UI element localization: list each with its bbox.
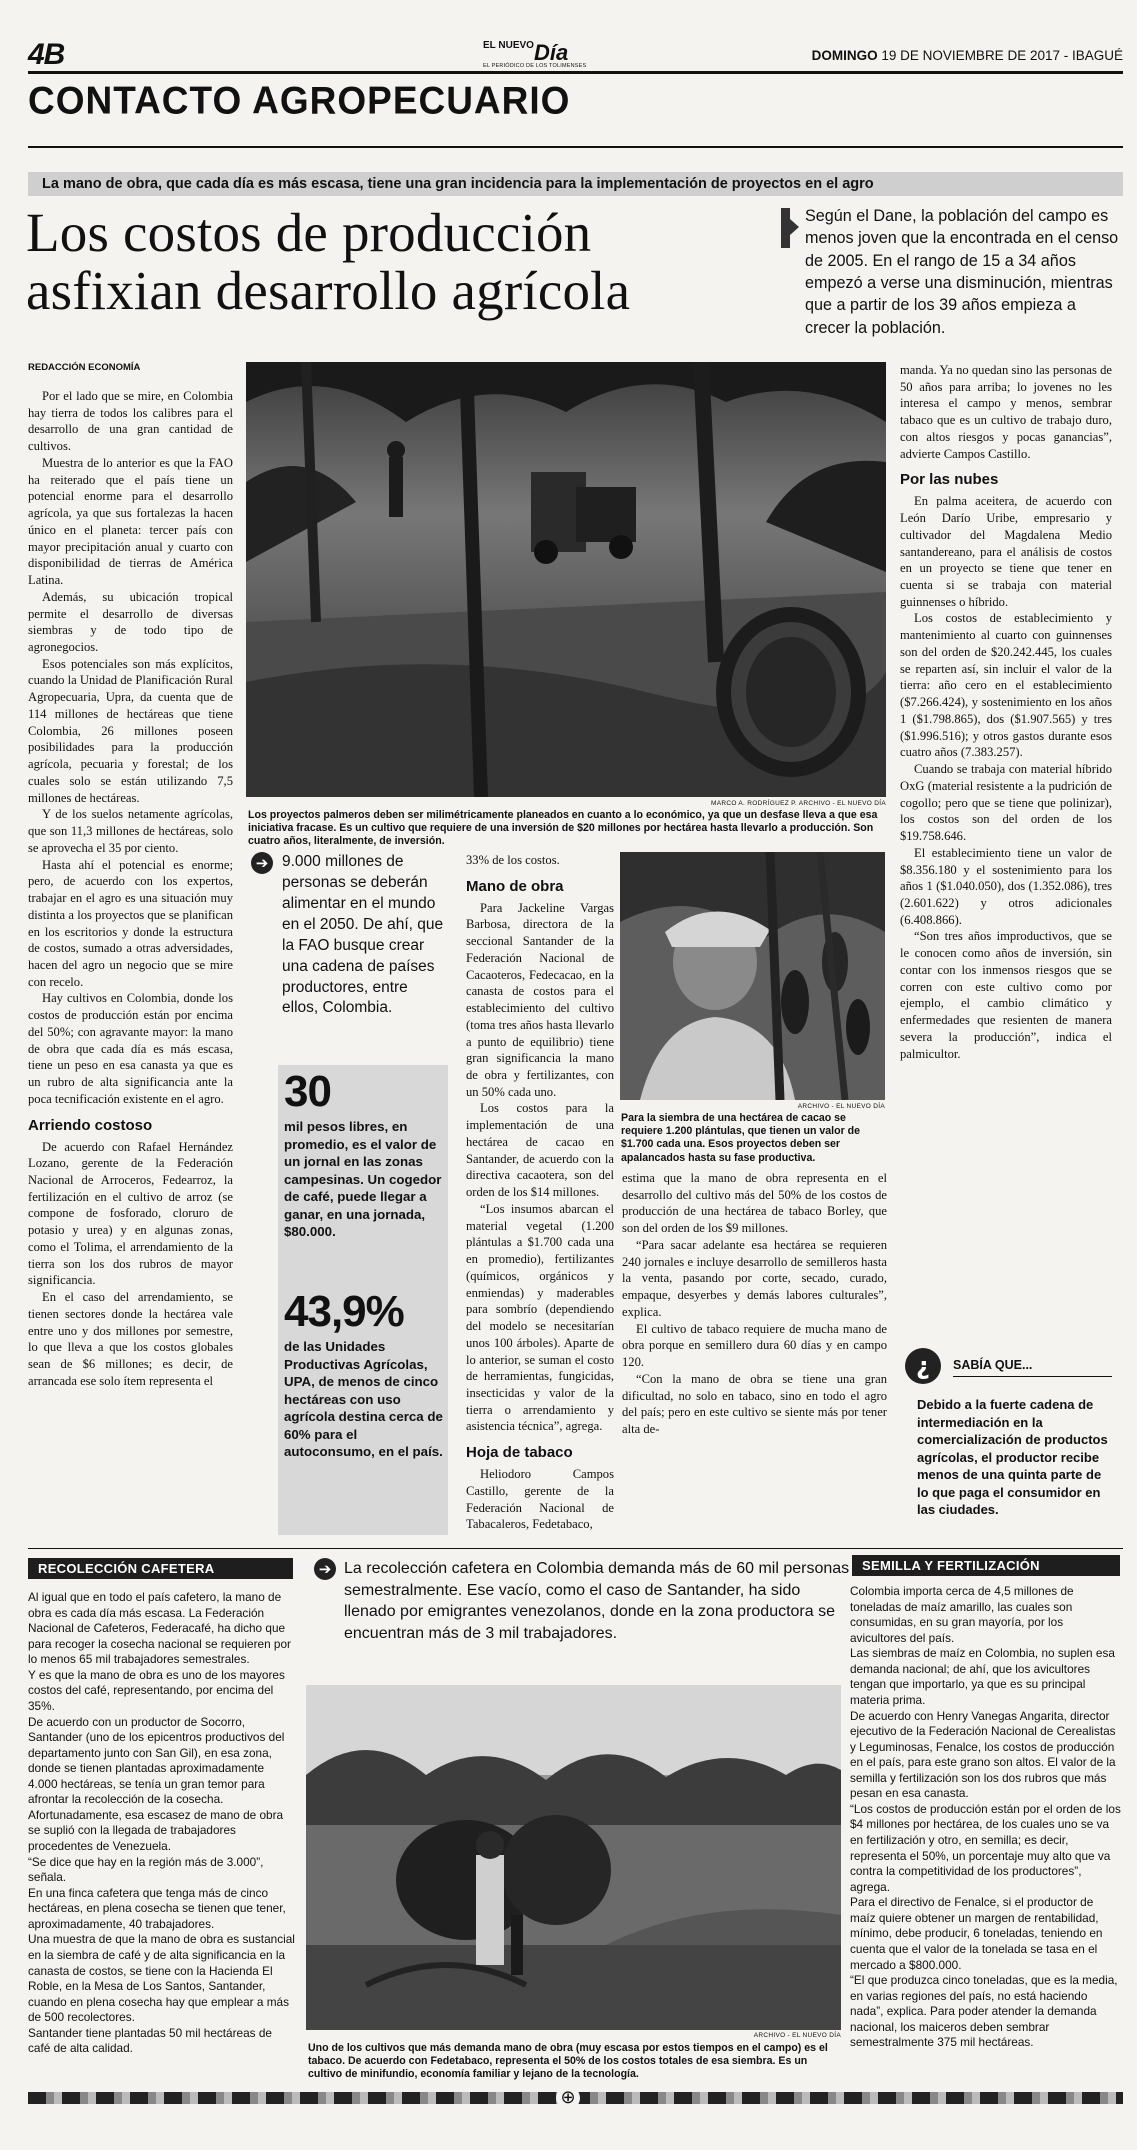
bottom-pull-quote-text: La recolección cafetera en Colombia demanda más de 60 mil personas semestralmente. Ese vacío, como el caso de Santander, ha sido llenado por emigrantes venezolanos, donde en la zona productora se encuentran más de 3 mil trabajadores. bbox=[344, 1560, 850, 1642]
recoleccion-paragraph: Y es que la mano de obra es uno de los mayores costos del café, representando, por encima del 35%. bbox=[28, 1667, 285, 1713]
semilla-paragraph: Las siembras de maíz en Colombia, no suplen esa demanda nacional; de ahí, que los avicultores tengan que importarlo, ya que es su principal materia prima. bbox=[850, 1646, 1115, 1707]
col1-paragraph: Por el lado que se mire, en Colombia hay tierra de todos los calibres para el desarrollo de una gran cantidad de cultivos. bbox=[28, 389, 233, 454]
column-3 bbox=[466, 852, 614, 1533]
semilla-paragraph: “El que produzca cinco toneladas, que es la media, en varias regiones del país, no está haciendo nada”, explica. Para poder atender la demanda nacional, los maiceros deben sembrar semestralmente 375 mil hectáreas. bbox=[850, 1973, 1118, 2050]
semilla-header: SEMILLA Y FERTILIZACIÓN bbox=[852, 1555, 1120, 1576]
photo1-caption: Los proyectos palmeros deben ser milimétricamente planeados en cuanto a lo económico, ya que un desfase lleva a que esa iniciativa fracase. Es un cultivo que requiere de una inversión de $20 millones por hectárea hasta llevarlo a producción. Son cuatro años, literalmente, de inversión. bbox=[248, 809, 878, 848]
arrow-right-icon: ➔ bbox=[251, 852, 273, 874]
col5-paragraph: Los costos de establecimiento y mantenimiento al cuarto con guinnenses son del orden de $20.242.445, los cuales se reparten así, sin incluir el valor de la tierra: año cero en el establecimiento ($7.266.424), y sostenimiento en los años 1 ($1.798.865), dos ($1.907.565) y tres ($1.996.516); y otros gastos durante esos cuatro años (7.383.257). bbox=[900, 611, 1112, 760]
issue-date-day: DOMINGO bbox=[811, 48, 878, 63]
header-rule bbox=[28, 71, 1123, 74]
col1-paragraph: Esos potenciales son más explícitos, cuando la Unidad de Planificación Rural Agropecuaria, Upra, da cuenta que de 114 millones de hectáreas que tiene Colombia, 26 millones poseen posibilidades para la producción agrícola, pecuaria y forestal; de los cuales solo se están utilizando 7,5 millones de hectáreas. bbox=[28, 656, 233, 805]
sabia-que-text: Debido a la fuerte cadena de intermediación en la comercialización de productos agrícolas, el productor recibe menos de una quinta parte de lo que paga el consumidor en las ciudades. bbox=[917, 1397, 1108, 1518]
deck-marker bbox=[781, 208, 790, 248]
subhead-mano-de-obra: Mano de obra bbox=[466, 877, 564, 895]
bottom-pull-quote bbox=[310, 1558, 850, 1644]
section-title: CONTACTO AGROPECUARIO bbox=[28, 78, 571, 122]
column-1 bbox=[28, 388, 233, 1390]
registration-mark bbox=[556, 2086, 580, 2110]
photo3-caption: Uno de los cultivos que más demanda mano de obra (muy escasa por estos tiempos en el campo) es el tabaco. De acuerdo con Fedetabaco, representa el 50% de los costos totales de esa siembra. Es un cultivo de minifundio, economía familiar y lejano de la tecnología. bbox=[308, 2042, 828, 2081]
registration-glyph: ⊕ bbox=[560, 2087, 576, 2108]
recoleccion-paragraph: Una muestra de que la mano de obra es sustancial en la siembra de café y de alta significancia en la canasta de costos, se tiene con la Hacienda El Roble, en la Mesa de Los Santos, Santander, cuando en plena cosecha hay que emplear a más de 500 recolectores. bbox=[28, 1932, 295, 2025]
pull-quote-text: 9.000 millones de personas se deberán alimentar en el mundo en el 2050. De ahí, que la FAO busque crear una cadena de países productores, entre ellos, Colombia. bbox=[282, 853, 444, 1017]
byline: REDACCIÓN ECONOMÍA bbox=[28, 362, 141, 373]
photo-cacao-farmer bbox=[620, 852, 885, 1100]
semilla-paragraph: Colombia importa cerca de 4,5 millones de toneladas de maíz amarillo, las cuales son consumidas, en su gran mayoría, por los avicultores del país. bbox=[850, 1584, 1074, 1645]
recoleccion-paragraph: En una finca cafetera que tenga más de cinco hectáreas, en plena cosecha se tienen que tener, aproximadamente, 40 trabajadores. bbox=[28, 1885, 286, 1931]
recoleccion-paragraph: “Se dice que hay en la región más de 3.000”, señala. bbox=[28, 1854, 264, 1885]
col3-paragraph: Para Jackeline Vargas Barbosa, directora de la seccional Santander de la Federación Nacional de Cacaoteros, Fedecacao, en la canasta de costos para el establecimiento del cultivo (toma tres años hasta llevarlo a punto de equilibrio) tiene gran significancia la mano de obra y fertilizantes, con un 50% cada uno. bbox=[466, 900, 614, 1099]
subhead-arriendo: Arriendo costoso bbox=[28, 1116, 153, 1134]
photo1-credit: MARCO A. RODRÍGUEZ P. ARCHIVO - EL NUEVO DÍA bbox=[710, 800, 886, 807]
column-5 bbox=[900, 362, 1112, 1062]
col4-paragraph: “Con la mano de obra se tiene una gran dificultad, no solo en tabaco, sino en todo el agro del país; pero en este cultivo se siente más por tener alta de- bbox=[622, 1371, 887, 1437]
stat-1 bbox=[284, 1067, 444, 1241]
column-4 bbox=[622, 1170, 887, 1438]
col1-paragraph: Hay cultivos en Colombia, donde los costos de producción están por encima del 50%; con agravante mayor: la mano de obra que cada día es más escasa, tiene un peso en esa canasta ya que es un rubro de alta significancia ante la poca tecnificación existente en el agro. bbox=[28, 991, 233, 1106]
col1-paragraph: Y de los suelos netamente agrícolas, que son 11,3 millones de hectáreas, solo se aprovecha el 35 por ciento. bbox=[28, 807, 233, 855]
headline-line-1: Los costos de producción bbox=[26, 202, 592, 263]
semilla-paragraph: De acuerdo con Henry Vanegas Angarita, director ejecutivo de la Federación Nacional de Cerealistas y Leguminosas, Fenalce, los costos de producción en el país, para este grano son altos. El valor de la semilla y fertilización son los dos rubros que más pesan en esa canasta. bbox=[850, 1708, 1116, 1801]
section-rule bbox=[28, 146, 1123, 148]
logo-tagline: EL PERIÓDICO DE LOS TOLIMENSES bbox=[483, 63, 587, 69]
deck-arrow bbox=[790, 219, 799, 235]
tobacco-photo-illustration bbox=[306, 1685, 841, 2030]
col1-paragraph: Además, su ubicación tropical permite el desarrollo de diversas siembras y de todo tipo de agronegocios. bbox=[28, 589, 233, 655]
headline bbox=[26, 204, 786, 321]
recoleccion-body bbox=[28, 1590, 296, 2057]
col1-paragraph: Muestra de lo anterior es que la FAO ha reiterado que el país tiene un potencial enorme para el desarrollo agrícola, ya que sus fortalezas la hacen único en el planeta: tercer país con mayor precipitación anual y cuarto con disponibilidad de tierras de América Latina. bbox=[28, 455, 233, 588]
deck: Según el Dane, la población del campo es menos joven que la encontrada en el censo de 2005. En el rango de 15 a 34 años empezó a verse una disminución, mientras que a partir de los 39 años empieza a crecer la población. bbox=[805, 207, 1119, 337]
photo3-credit: ARCHIVO - EL NUEVO DÍA bbox=[753, 2032, 841, 2039]
stat-2-text: de las Unidades Productivas Agrícolas, UPA, de menos de cinco hectáreas con uso agrícola destina cerca de 60% para el autoconsumo, en el país. bbox=[284, 1339, 443, 1460]
stat-1-text: mil pesos libres, en promedio, es el valor de un jornal en las zonas campesinas. Un cogedor de café, puede llegar a ganar, en una jornada, $80.000. bbox=[284, 1119, 442, 1240]
col5-paragraph: “Son tres años improductivos, que se le conocen como años de inversión, sin contar con los inmensos riesgos que se corren con este cultivo como por ejemplo, el cambio climático y enfermedades que resienten de manera severa la producción”, indica el palmicultor. bbox=[900, 929, 1112, 1061]
col4-paragraph: El cultivo de tabaco requiere de mucha mano de obra porque en semillero dura 60 días y en campo 120. bbox=[622, 1321, 887, 1370]
col1-paragraph: Hasta ahí el potencial es enorme; pero, de acuerdo con los expertos, trabajar en el agro es una situación muy distinta a los proyectos que se planifican en los escritorios y donde la estructura de costos, sumado a otras adversidades, hacen del agro un negocio que se mire con recelo. bbox=[28, 857, 233, 989]
photo2-credit: ARCHIVO - EL NUEVO DÍA bbox=[797, 1103, 885, 1110]
sabia-que-rule bbox=[953, 1376, 1112, 1377]
sabia-que-title: SABÍA QUE... bbox=[953, 1358, 1033, 1372]
semilla-body bbox=[850, 1584, 1122, 2051]
recoleccion-header: RECOLECCIÓN CAFETERA bbox=[28, 1558, 293, 1579]
pull-quote-box bbox=[248, 852, 446, 1019]
recoleccion-paragraph: Al igual que en todo el país cafetero, la mano de obra es cada día más escasa. La Federación Nacional de Cafeteros, Federacafé, ha dicho que para recoger la cosecha nacional se requieren por lo menos 65 mil trabajadores semestrales. bbox=[28, 1590, 291, 1667]
photo2-caption: Para la siembra de una hectárea de cacao se requiere 1.200 plántulas, que tienen un valor de $1.700 cada una. Esos proyectos deben ser apalancados hasta su fase productiva. bbox=[621, 1112, 861, 1164]
stat-1-number: 30 bbox=[284, 1067, 331, 1116]
photo-tobacco-harvest bbox=[306, 1685, 841, 2030]
col5-paragraph: Cuando se trabaja con material híbrido OxG (material resistente a la pudrición de cogollo; pero que se tiene que polinizar), los costos son del orden de los $19.758.646. bbox=[900, 762, 1112, 844]
subhead-por-las-nubes: Por las nubes bbox=[900, 471, 999, 489]
col3-lead: 33% de los costos. bbox=[466, 853, 560, 867]
col4-paragraph: estima que la mano de obra representa en el desarrollo del cultivo más del 50% de los costos de producción de una hectárea de tabaco Borley, que son del orden de los $9 millones. bbox=[622, 1171, 887, 1236]
col5-paragraph: En palma aceitera, de acuerdo con León Darío Uribe, empresario y cultivador del Magdalena Medio santandereano, para el análisis de costos en un proyecto se tiene que tener en cuenta si se trabaja con material guinnenses o híbrido. bbox=[900, 494, 1112, 609]
kicker-text: La mano de obra, que cada día es más escasa, tiene una gran incidencia para la implementación de proyectos en el agro bbox=[42, 176, 874, 192]
bottom-rule bbox=[28, 1548, 1123, 1549]
logo-prefix: EL NUEVO bbox=[483, 40, 534, 51]
col3-paragraph: Heliodoro Campos Castillo, gerente de la Federación Nacional de Tabacaleros, Fedetabaco, bbox=[466, 1467, 614, 1532]
question-glyph: ¿ bbox=[916, 1352, 930, 1380]
photo-palm-plantation bbox=[246, 362, 886, 797]
col3-paragraph: Los costos para la implementación de una hectárea de cacao en Santander, de acuerdo con la directiva cacaotera, son del orden de los $14 millones. bbox=[466, 1101, 614, 1200]
issue-date bbox=[812, 48, 1123, 63]
col1-paragraph: De acuerdo con Rafael Hernández Lozano, gerente de la Federación Nacional de Arroceros, Fedearroz, la fertilización en el cultivo de arroz (se compone de fosforado, cloruro de potasio y urea) y en algunas zonas, como el Tolima, el arrendamiento de la tierra son los dos rubros de mayor significancia. bbox=[28, 1139, 233, 1288]
newspaper-logo bbox=[483, 40, 623, 68]
page-number: 4B bbox=[28, 38, 65, 71]
arrow-right-icon: ➔ bbox=[314, 1558, 336, 1580]
stat-2-number: 43,9% bbox=[284, 1287, 404, 1336]
palm-photo-illustration bbox=[246, 362, 886, 797]
recoleccion-paragraph: Santander tiene plantadas 50 mil hectáreas de café de alta calidad. bbox=[28, 2025, 272, 2056]
recoleccion-paragraph: De acuerdo con un productor de Socorro, Santander (uno de los epicentros productivos del departamento junto con San Gil), en esa zona, donde se tienen plantadas aproximadamente 4.000 hectáreas, se tenía un gran temor para afrontar la recolección de la cosecha. bbox=[28, 1714, 285, 1807]
semilla-paragraph: Para el directivo de Fenalce, si el productor de maíz quiere obtener un margen de rentabilidad, mínimo, debe producir, 6 toneladas, teniendo en cuenta que el valor de la tonelada se tasa en el mercado a $800.000. bbox=[850, 1895, 1103, 1972]
question-icon bbox=[905, 1348, 941, 1384]
col1-paragraph: En el caso del arrendamiento, se tienen sectores donde la hectárea vale entre uno y dos millones por semestre, lo que lleva a que los costos globales sean de $6 millones; es decir, de arrancada ese solo ítem representa el bbox=[28, 1290, 233, 1388]
cacao-photo-illustration bbox=[620, 852, 885, 1100]
col3-paragraph: “Los insumos abarcan el material vegetal (1.200 plántulas a $1.700 cada una en promedio), fertilizantes (químicos, orgánicos y enmiendas) y maderables para sombrío (dependiendo del modelo se necesitarían unos 100 árboles). Aparte de lo anterior, se suman el costo de herramientas, fungicidas, insecticidas y valor de la tierra o arrendamiento y asistencia técnica”, agrega. bbox=[466, 1201, 614, 1434]
headline-line-2: asfixian desarrollo agrícola bbox=[26, 260, 631, 322]
col4-paragraph: “Para sacar adelante esa hectárea se requieren 240 jornales e incluye desarrollo de semilleros hasta la venta, pasando por corte, secado, curado, empaque, desyerbes y demás labores culturales”, explica. bbox=[622, 1237, 887, 1319]
sabia-que-box bbox=[905, 1348, 1112, 1528]
recoleccion-paragraph: Afortunadamente, esa escasez de mano de obra se suplió con la llegada de trabajadores procedentes de Venezuela. bbox=[28, 1807, 284, 1853]
subhead-hoja-de-tabaco: Hoja de tabaco bbox=[466, 1444, 573, 1462]
stat-2 bbox=[284, 1287, 444, 1461]
col5-paragraph: manda. Ya no quedan sino las personas de 50 años para arriba; lo jovenes no les interesa el campo y menos, sembrar tabaco que es un cultivo de trabajo duro, con altos riesgos y pocas ganancias”, advierte Campos Castillo. bbox=[900, 363, 1112, 461]
masthead bbox=[28, 38, 1123, 70]
issue-date-rest: 19 DE NOVIEMBRE DE 2017 - IBAGUÉ bbox=[877, 48, 1123, 63]
semilla-paragraph: “Los costos de producción están por el orden de los $4 millones por hectárea, de los cuales uno se va en fertilización y otro, en semilla; es decir, representa el 50%, un porcentaje muy alto que va contra la competitividad de los productores”, agrega. bbox=[850, 1801, 1121, 1894]
logo-main: Día bbox=[533, 40, 569, 65]
col5-paragraph: El establecimiento tiene un valor de $8.356.180 y el sostenimiento para los años 1 ($1.040.050), dos (1.352.086), tres (2.601.622) y otros adicionales (6.408.866). bbox=[900, 845, 1112, 927]
